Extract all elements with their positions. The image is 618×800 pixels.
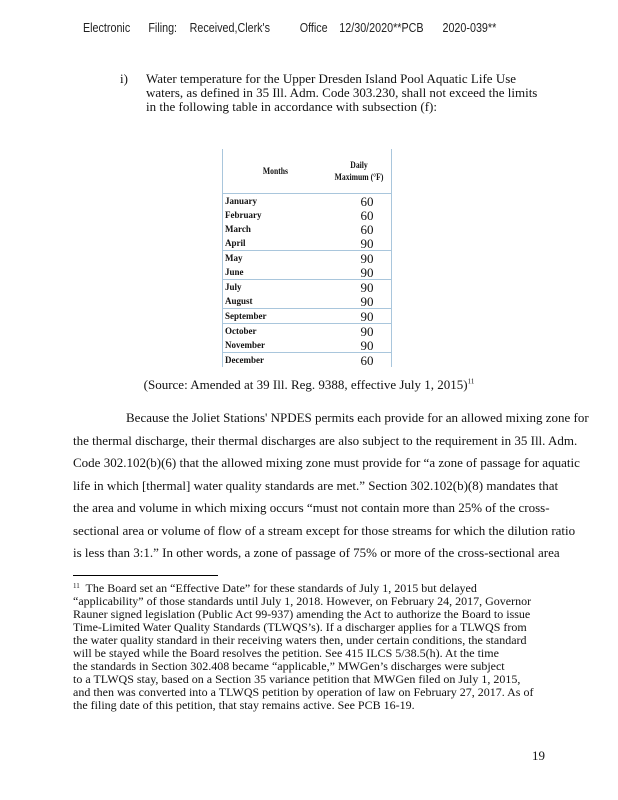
footnote-separator: [73, 575, 218, 576]
table-row: [223, 208, 392, 222]
month-cell: July: [223, 280, 328, 295]
value-cell: 90: [327, 324, 392, 339]
month-cell: March: [223, 222, 328, 236]
item-text: Water temperature for the Upper Dresden Island Pool Aquatic Life Use waters, as defined in 35 Ill. Adm. Code 303.230, shall not exceed the limits in the following table in accordance with subsection (f):: [146, 71, 538, 114]
table-row: [223, 309, 392, 324]
header-electronic: Electronic: [83, 21, 131, 35]
source-text: (Source: Amended at 39 Ill. Reg. 9388, effective July 1, 2015): [143, 377, 468, 392]
body-paragraph: [73, 407, 589, 565]
temperature-limits-table: [222, 149, 392, 367]
footnote-line: will be stayed while the Board resolves the petition. See 415 ILCS 5/38.5(h). At the time: [73, 646, 499, 660]
paragraph-line: life in which [thermal] water quality standards are met.” Section 302.102(b)(8) mandates that: [73, 477, 559, 493]
value-cell: 60: [327, 353, 392, 368]
table-row: [223, 265, 392, 280]
item-marker: i): [120, 71, 128, 86]
month-cell: February: [223, 208, 328, 222]
table-row: [223, 222, 392, 236]
page-number: 19: [532, 748, 545, 763]
paragraph-line: Because the Joliet Stations' NPDES permits each provide for an allowed mixing zone for: [126, 410, 589, 425]
month-cell: September: [223, 309, 328, 324]
table-row: [223, 338, 392, 353]
footnote-line: the standards in Section 302.408 became “applicable,” MWGen’s discharges were subject: [73, 659, 505, 673]
month-cell: April: [223, 236, 328, 251]
header-date-pcb: 12/30/2020**PCB: [339, 21, 424, 35]
table-header-row: [223, 149, 392, 194]
table-row: [223, 294, 392, 309]
paragraph-line: is less than 3:1.” In other words, a zone of passage of 75% or more of the cross-sectional area: [73, 545, 560, 560]
value-cell: 90: [327, 309, 392, 324]
month-cell: November: [223, 338, 328, 353]
months-header: Months: [230, 149, 319, 194]
paragraph-line: sectional area or volume of flow of a stream except for those streams for which the dilution ratio: [73, 522, 576, 538]
table-row: [223, 324, 392, 339]
month-cell: May: [223, 251, 328, 266]
month-cell: January: [223, 194, 328, 209]
month-cell: August: [223, 294, 328, 309]
footnote-line: Time-Limited Water Quality Standards (TLWQS’s). If a discharger applies for a TLWQS from: [73, 620, 527, 634]
footnote-line: the filing date of this petition, that stay remains active. See PCB 16-19.: [73, 698, 415, 712]
table-row: [223, 194, 392, 209]
value-cell: 90: [327, 294, 392, 309]
footnote-line: [73, 580, 553, 595]
footnote-line: to a TLWQS stay, based on a Section 35 variance petition that MWGen filed on July 1, 2015,: [73, 672, 521, 686]
table-row: [223, 236, 392, 251]
table-row: [223, 280, 392, 295]
footnote-line: “applicability” of those standards until July 1, 2018. However, on February 24, 2017, Governor: [73, 594, 532, 608]
paragraph-line: Code 302.102(b)(6) that the allowed mixing zone must provide for “a zone of passage for aquatic: [73, 455, 580, 470]
filing-header: [83, 21, 497, 37]
header-filing: Filing:: [148, 21, 178, 35]
table-row: [223, 251, 392, 266]
value-cell: 90: [327, 251, 392, 266]
value-cell: 60: [327, 194, 392, 209]
value-cell: 90: [327, 338, 392, 353]
month-cell: December: [223, 353, 328, 368]
source-citation: [0, 377, 618, 393]
header-office: Office: [299, 21, 328, 35]
footnote-line: Rauner signed legislation (Public Act 99-937) amending the Act to authorize the Board to issue: [73, 607, 531, 621]
footnote-reference[interactable]: 11: [467, 377, 475, 386]
footnote-line: and then was converted into a TLWQS petition by operation of law on February 27, 2017. As of: [73, 685, 534, 699]
table-row: [223, 353, 392, 368]
footnote-text: The Board set an “Effective Date” for these standards of July 1, 2015 but delayed: [82, 581, 477, 595]
value-cell: 60: [327, 208, 392, 222]
month-cell: October: [223, 324, 328, 339]
footnote-number: 11: [73, 582, 80, 590]
header-received: Received,Clerk's: [189, 21, 270, 35]
value-cell: 90: [327, 236, 392, 251]
footnote-line: the water quality standard in their receiving waters then, under certain conditions, the standard: [73, 633, 527, 647]
value-cell: 90: [327, 265, 392, 280]
paragraph-line: the area and volume in which mixing occurs “must not contain more than 25% of the cross-: [73, 500, 550, 515]
footnote-11: [73, 580, 553, 712]
value-cell: 90: [327, 280, 392, 295]
daily-maximum-header: Daily Maximum (°F): [332, 149, 387, 194]
header-case-number: 2020-039**: [442, 21, 497, 35]
value-cell: 60: [327, 222, 392, 236]
paragraph-line: the thermal discharge, their thermal discharges are also subject to the requirement in 35 Ill. Adm.: [73, 432, 578, 448]
month-cell: June: [223, 265, 328, 280]
